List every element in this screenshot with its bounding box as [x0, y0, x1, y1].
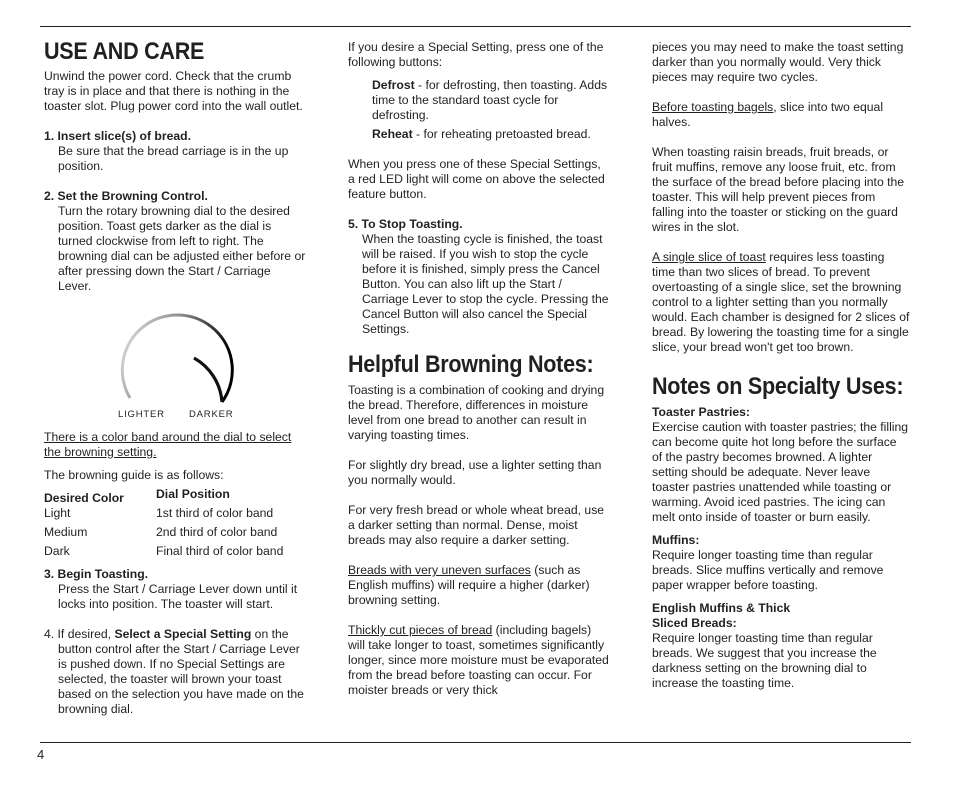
helpful-browning-heading: Helpful Browning Notes:: [348, 351, 594, 378]
browning-guide-table: [44, 487, 306, 559]
special-intro: If you desire a Special Setting, press one of the following buttons:: [348, 40, 604, 69]
column-use-and-care: [44, 38, 306, 717]
single-slice-rest: requires less toasting time than two slices of bread. To prevent overtoasting of a single slice, set the browning control to a lighter setting than you normally would. Each chamber is designed for 2 slices of bread. By lowering the toasting time for a single slice, your bread won't get too brown.: [652, 250, 910, 354]
guide-row-color: Medium: [44, 525, 88, 539]
bagels-rest: , slice into two equal halves.: [652, 100, 884, 129]
reheat-description: - for reheating pretoasted bread.: [412, 127, 591, 141]
defrost-term: Defrost: [372, 78, 415, 92]
browning-paragraph-1: Toasting is a combination of cooking and drying the bread. Therefore, differences in moisture level from one bread to another can result in varying toasting times.: [348, 383, 605, 442]
step1-heading: 1. Insert slice(s) of bread.: [44, 129, 191, 143]
step5-heading: 5. To Stop Toasting.: [348, 217, 463, 231]
reheat-term: Reheat: [372, 127, 413, 141]
uneven-surfaces-underline: Breads with very uneven surfaces: [348, 563, 531, 577]
step4-bold-phrase: Select a Special Setting: [114, 627, 252, 641]
thick-pieces-continued: pieces you may need to make the toast setting darker than you normally would. Very thick pieces may require two cycles.: [652, 40, 904, 84]
top-rule: [40, 26, 911, 27]
guide-row-position: 1st third of color band: [156, 506, 274, 520]
step5-body: When the toasting cycle is finished, the toast will be raised. If you wish to stop the cycle before it is finished, simply press the Cancel Button. You can also lift up the Start / Carriage Lever to stop the cycle. Pressing the Cancel Button will also cancel the Special Settings.: [362, 232, 609, 336]
single-slice-underline: A single slice of toast: [652, 250, 766, 264]
guide-header-color: Desired Color: [44, 491, 124, 505]
specialty-uses-heading: Notes on Specialty Uses:: [652, 373, 904, 400]
use-and-care-heading: USE AND CARE: [44, 38, 205, 65]
thick-pieces-paragraph: [348, 623, 610, 698]
dial-note: There is a color band around the dial to select the browning setting.: [44, 430, 292, 459]
pastries-body: Exercise caution with toaster pastries; the filling can become quite hot long before the surface of the pastry becomes browned. A lighter setting should be adequate. Never leave toaster pastries unattended while toasting or warming. Avoid iced pastries. The icing can melt onto inside of toaster or burn easily.: [652, 420, 909, 524]
browning-paragraph-3: For very fresh bread or whole wheat bread, use a darker setting than normal. Dense, moist breads may also require a darker setting.: [348, 503, 605, 547]
english-muffins-heading-line1: English Muffins & Thick: [652, 601, 791, 615]
english-muffins-heading-line2: Sliced Breads:: [652, 616, 737, 630]
muffins-body: Require longer toasting time than regular breads. Slice muffins vertically and remove paper wrapper before toasting.: [652, 548, 884, 592]
uneven-surfaces-paragraph: [348, 563, 610, 608]
browning-paragraph-2: For slightly dry bread, use a lighter setting than you normally would.: [348, 458, 602, 487]
thick-pieces-rest: (including bagels) will take longer to toast, sometimes significantly longer, since more moisture must be evaporated from the bread before toasting can occur. For moister breads or very thick: [348, 623, 609, 697]
guide-row-color: Light: [44, 506, 71, 520]
guide-row-color: Dark: [44, 544, 70, 558]
column-specialty-uses: [652, 40, 910, 691]
step2-heading: 2. Set the Browning Control.: [44, 189, 208, 203]
guide-intro: The browning guide is as follows:: [44, 468, 224, 482]
intro-paragraph: Unwind the power cord. Check that the crumb tray is in place and that there is nothing in the toaster slot. Plug power cord into the wall outlet.: [44, 69, 303, 113]
guide-header-position: Dial Position: [156, 487, 230, 501]
browning-dial-figure: [44, 308, 306, 426]
english-muffins-body: Require longer toasting time than regular breads. We suggest that you increase the darkness setting on the browning dial to increase the toasting time.: [652, 631, 877, 690]
bottom-rule: [40, 742, 911, 743]
defrost-description: - for defrosting, then toasting. Adds time to the standard toast cycle for defrosting.: [372, 78, 608, 122]
guide-row-position: 2nd third of color band: [156, 525, 278, 539]
dial-lighter-label: LIGHTER: [118, 409, 165, 420]
step3-heading: 3. Begin Toasting.: [44, 567, 149, 581]
pastries-heading: Toaster Pastries:: [652, 405, 750, 419]
single-slice-paragraph: [652, 250, 910, 355]
thick-pieces-underline: Thickly cut pieces of bread: [348, 623, 493, 637]
step4-paragraph: [44, 627, 306, 717]
muffins-heading: Muffins:: [652, 533, 700, 547]
raisin-bread-paragraph: When toasting raisin breads, fruit breads, or fruit muffins, remove any loose fruit, etc. from the surface of the bread before placing into the toaster. This will help prevent pieces from falling into the toaster or sticking on the guard wires in the slot.: [652, 145, 905, 234]
step1-body: Be sure that the bread carriage is in the up position.: [58, 144, 289, 173]
reheat-item: [348, 127, 610, 142]
defrost-item: [348, 78, 610, 123]
step3-body: Press the Start / Carriage Lever down until it locks into position. The toaster will start.: [58, 582, 298, 611]
uneven-surfaces-rest: (such as English muffins) will require a higher (darker) browning setting.: [348, 563, 590, 607]
browning-dial-icon: [44, 308, 306, 426]
step4-rest: on the button control after the Start / Carriage Lever is pushed down. If no Special Settings are selected, the toaster will brown your toast based on the selection you have made on the browning dial.: [58, 627, 304, 716]
bagels-underline: Before toasting bagels: [652, 100, 774, 114]
column-special-settings: [348, 40, 610, 698]
step2-body: Turn the rotary browning dial to the desired position. Toast gets darker as the dial is turned clockwise from left to right. The browning dial can be adjusted either before or after pressing down the Start / Carriage Lever.: [58, 204, 306, 293]
bagels-paragraph: [652, 100, 910, 130]
dial-darker-label: DARKER: [189, 409, 234, 420]
page-number: 4: [37, 747, 45, 762]
guide-row-position: Final third of color band: [156, 544, 284, 558]
led-note: When you press one of these Special Settings, a red LED light will come on above the selected feature button.: [348, 157, 605, 201]
step4-prefix: 4. If desired,: [44, 627, 115, 641]
